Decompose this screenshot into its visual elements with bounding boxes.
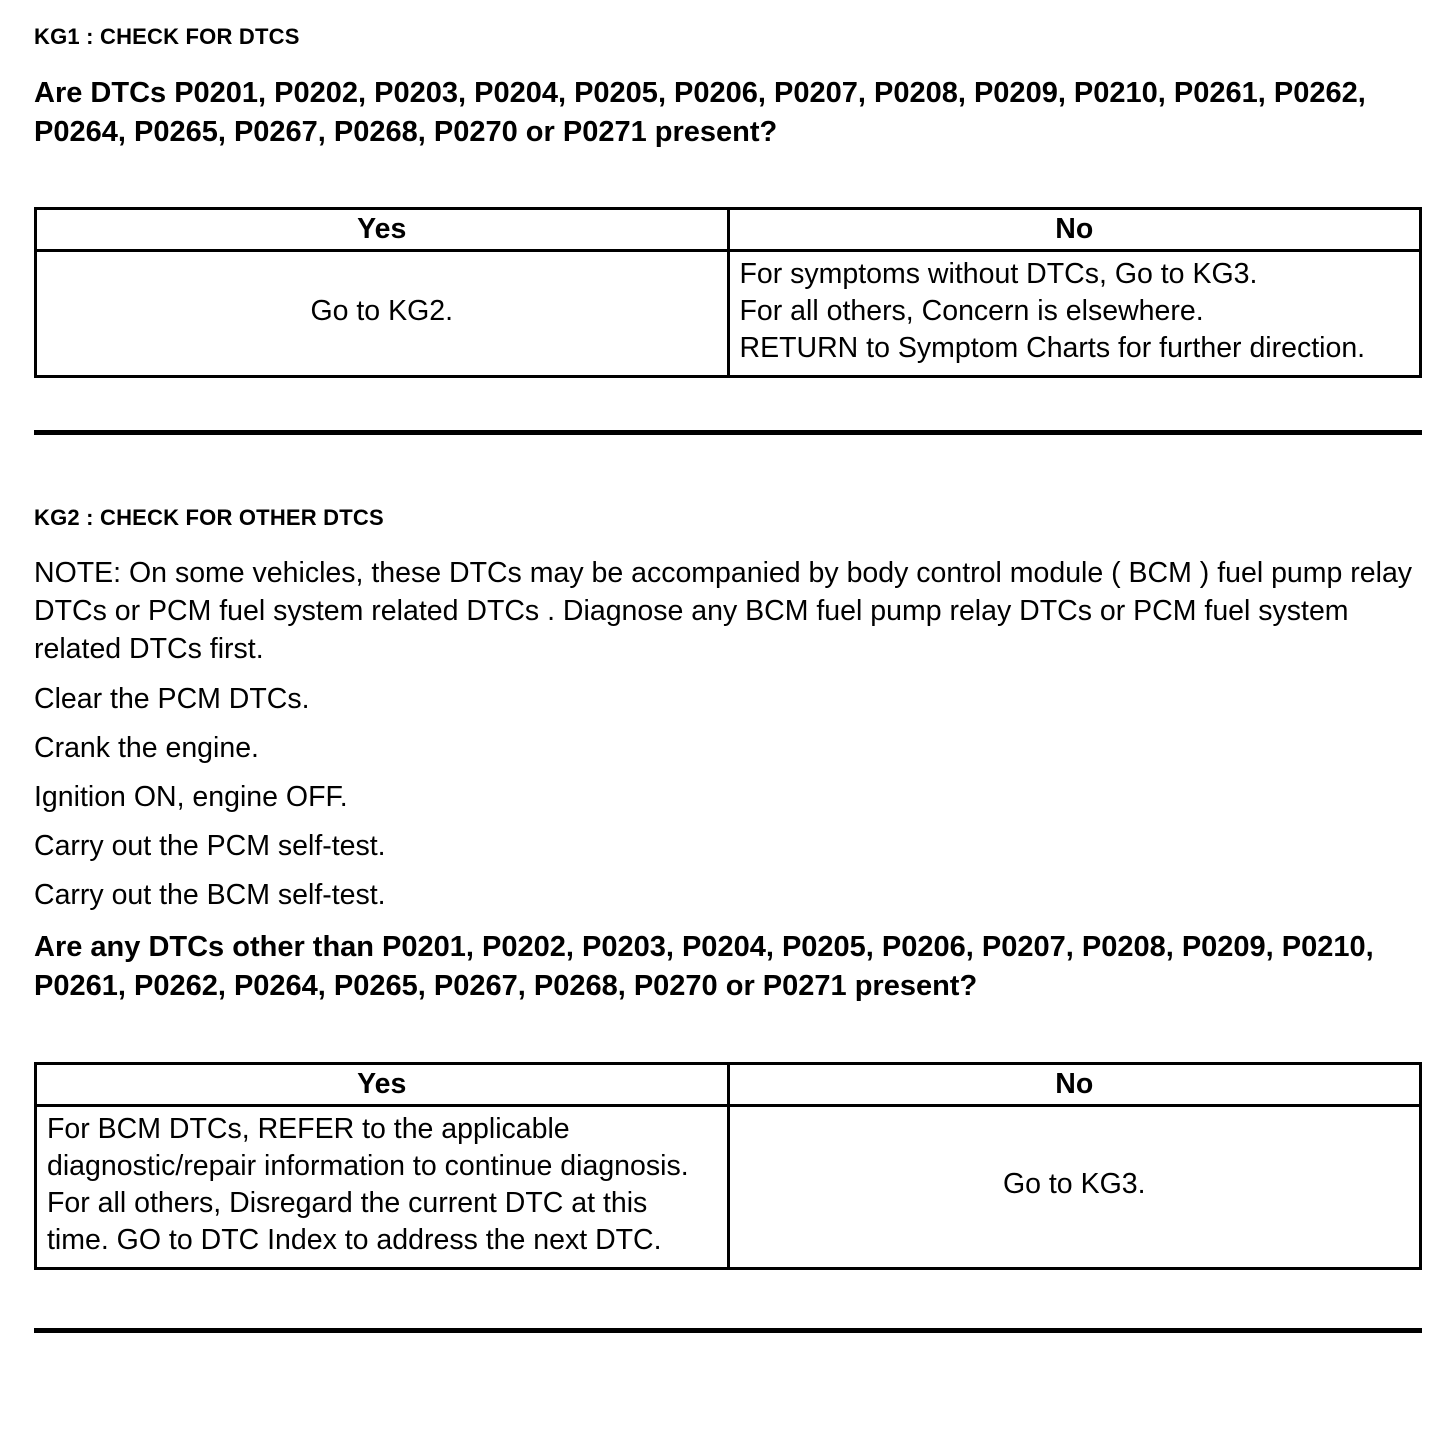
kg2-yes-header: Yes [36, 1063, 729, 1105]
kg2-yes-cell-line: For BCM DTCs, REFER to the applicable diagnostic/repair information to continue diagnosis. [47, 1112, 689, 1182]
kg2-step-bcm-self-test: Carry out the BCM self-test. [34, 878, 386, 911]
kg2-yes-cell [36, 1105, 729, 1268]
kg1-no-cell [728, 251, 1421, 377]
section-kg2 [34, 505, 1422, 1269]
kg1-no-cell-line: For symptoms without DTCs, Go to KG3. [739, 258, 1258, 291]
kg1-question: Are DTCs P0201, P0202, P0203, P0204, P0205, P0206, P0207, P0208, P0209, P0210, P0261, P0262, P0264, P0265, P0267, P0268, P0270 or P0271 present? [34, 77, 1366, 148]
kg1-step-heading: KG1 : CHECK FOR DTCS [34, 24, 300, 49]
kg1-no-cell-line: For all others, Concern is elsewhere. [739, 295, 1204, 328]
kg1-no-header: No [728, 209, 1421, 251]
kg2-table-body-row [36, 1105, 1421, 1268]
kg1-result-table [34, 207, 1422, 378]
kg2-table-header-row [36, 1063, 1421, 1105]
kg1-table-body-row [36, 251, 1421, 377]
kg2-step-pcm-self-test: Carry out the PCM self-test. [34, 829, 386, 862]
kg2-step-crank-engine: Crank the engine. [34, 731, 259, 764]
kg2-step-ignition-on: Ignition ON, engine OFF. [34, 780, 348, 813]
kg2-note: NOTE: On some vehicles, these DTCs may be accompanied by body control module ( BCM ) fuel pump relay DTCs or PCM fuel system related DTCs . Diagnose any BCM fuel pump relay DTCs or PCM fuel system related DTCs first. [34, 557, 1413, 666]
kg2-step-heading: KG2 : CHECK FOR OTHER DTCS [34, 505, 384, 531]
kg2-no-header: No [728, 1063, 1421, 1105]
section-kg1 [34, 24, 1422, 378]
kg1-table-header-row [36, 209, 1421, 251]
kg2-step-clear-pcm-dtcs: Clear the PCM DTCs. [34, 682, 310, 715]
kg1-yes-cell: Go to KG2. [36, 251, 729, 377]
kg2-no-cell: Go to KG3. [728, 1105, 1421, 1268]
section-divider [34, 430, 1422, 435]
bottom-divider [34, 1328, 1422, 1333]
kg1-no-cell-line: RETURN to Symptom Charts for further direction. [739, 332, 1366, 365]
kg2-question: Are any DTCs other than P0201, P0202, P0203, P0204, P0205, P0206, P0207, P0208, P0209, P0210, P0261, P0262, P0264, P0265, P0267, P0268, P0270 or P0271 present? [34, 931, 1374, 1002]
kg2-yes-cell-line: For all others, Disregard the current DTC at this time. GO to DTC Index to address the next DTC. [47, 1186, 662, 1256]
kg2-result-table [34, 1062, 1422, 1270]
kg1-yes-header: Yes [36, 209, 729, 251]
